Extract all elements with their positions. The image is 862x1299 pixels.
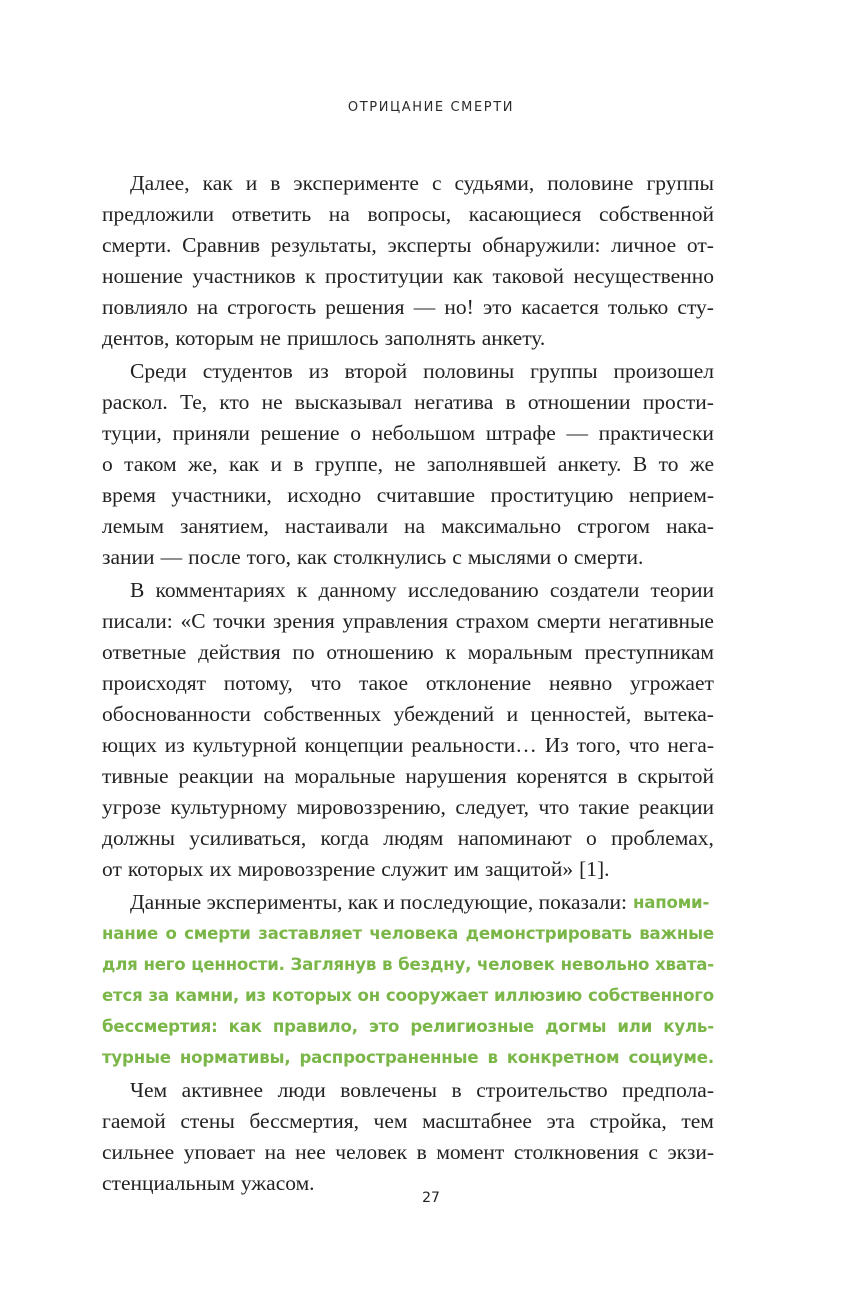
word: обнаружили:	[482, 233, 601, 257]
text-line	[102, 418, 714, 449]
word: того,	[576, 733, 621, 757]
word: когда	[320, 826, 369, 850]
word: социуме.	[628, 1048, 714, 1067]
word: столкновения	[513, 1140, 639, 1164]
word: небольшом	[371, 421, 476, 445]
word: на	[196, 295, 218, 319]
word: в	[293, 452, 304, 476]
text-line	[102, 1075, 714, 1106]
word: о	[557, 545, 568, 569]
word: служит	[381, 857, 448, 881]
word: стены	[180, 1109, 235, 1133]
text-line	[102, 449, 714, 480]
word: ющих	[102, 733, 157, 757]
plain-text-segment: Данные эксперименты, как и последующие, показали:	[130, 890, 627, 914]
word: гаемой	[102, 1109, 166, 1133]
text-line	[102, 730, 714, 761]
word: угрожает	[630, 671, 714, 695]
word: время	[102, 483, 156, 507]
text-line	[102, 292, 714, 323]
main-text	[102, 168, 714, 1199]
word: теории	[650, 578, 714, 602]
word: бессмертия,	[249, 1109, 359, 1133]
word: на	[328, 202, 350, 226]
text-line	[102, 606, 714, 637]
word: по	[292, 640, 315, 664]
word: В	[632, 452, 648, 476]
word: нание	[102, 924, 159, 943]
word: как	[228, 1017, 262, 1036]
word: что	[628, 733, 660, 757]
word: туции,	[102, 421, 162, 445]
word: максимально	[441, 514, 562, 538]
word: нее	[295, 1140, 326, 1164]
word: невольно	[560, 955, 650, 974]
word: масштабнее	[422, 1109, 532, 1133]
word: человека	[369, 924, 459, 943]
word: к	[305, 264, 316, 288]
word: предпола-	[622, 1078, 714, 1102]
word: страхом	[455, 609, 530, 633]
word: коренятся	[516, 764, 608, 788]
word: занятием,	[179, 514, 269, 538]
text-line	[102, 1137, 714, 1168]
word: он	[357, 986, 381, 1005]
word: смерти	[536, 609, 601, 633]
word: строительство	[476, 1078, 608, 1102]
word: преступникам	[584, 640, 714, 664]
word: религиозные	[410, 1017, 535, 1036]
text-line	[102, 230, 714, 261]
word: Заглянув	[290, 955, 377, 974]
word: того,	[246, 545, 291, 569]
word: зании	[102, 545, 155, 569]
word: практически	[598, 421, 714, 445]
word: уповает	[183, 1140, 256, 1164]
word: реакции	[638, 795, 714, 819]
word: дентов,	[102, 326, 170, 350]
word: происходят	[102, 671, 207, 695]
running-header: ОТРИЦАНИЕ СМЕРТИ	[347, 100, 515, 115]
word: убеждений	[393, 702, 495, 726]
text-line	[102, 542, 714, 573]
word: считавшие	[376, 483, 476, 507]
word: пришлось	[286, 326, 379, 350]
word: эксперименте	[293, 171, 419, 195]
word: заставляет	[258, 924, 362, 943]
word: судьями,	[454, 171, 535, 195]
word: анкету.	[557, 452, 622, 476]
word: в	[451, 1078, 462, 1102]
text-line	[102, 1106, 714, 1137]
word: смерти.	[573, 545, 644, 569]
word: после	[188, 545, 241, 569]
word: стенциальным	[102, 1171, 235, 1195]
word: такие	[578, 795, 630, 819]
word: группы	[530, 359, 598, 383]
word: из	[164, 733, 185, 757]
word: чем	[373, 1109, 408, 1133]
word: с	[452, 545, 462, 569]
word: участники,	[171, 483, 272, 507]
word: Далее,	[130, 171, 190, 195]
word: что	[310, 671, 342, 695]
word: высказывал	[294, 390, 402, 414]
word: что	[538, 795, 570, 819]
word: —	[413, 295, 436, 319]
word: мыслями	[467, 545, 552, 569]
text-line	[102, 668, 714, 699]
word: иллюзию	[493, 986, 583, 1005]
word: приняли	[172, 421, 250, 445]
word: столкнулись	[333, 545, 447, 569]
word: личное	[611, 233, 677, 257]
word: важные	[639, 924, 714, 943]
word: в	[382, 955, 393, 974]
word: бездну,	[398, 955, 472, 974]
word: зрения	[273, 609, 335, 633]
word: реакции	[178, 764, 254, 788]
text-line	[102, 823, 714, 854]
word: Среди	[130, 359, 187, 383]
word: прости-	[642, 390, 714, 414]
word: же	[689, 452, 714, 476]
word: раскол.	[102, 390, 168, 414]
word: с	[431, 171, 442, 195]
word: группе,	[314, 452, 383, 476]
word: но!	[444, 295, 474, 319]
word: усиливаться,	[189, 826, 307, 850]
word: результаты,	[270, 233, 377, 257]
text-line	[102, 761, 714, 792]
word: момент	[436, 1140, 505, 1164]
word: о	[350, 421, 361, 445]
word: второй	[344, 359, 408, 383]
text-line	[102, 323, 714, 354]
word: заполнявшей	[426, 452, 547, 476]
text-line	[102, 387, 714, 418]
word: как	[296, 545, 328, 569]
word: неприем-	[628, 483, 714, 507]
word: управления	[342, 609, 449, 633]
word: —	[160, 545, 183, 569]
word: которым	[175, 326, 254, 350]
word: в	[416, 1140, 427, 1164]
word: от-	[686, 233, 714, 257]
word: решения	[325, 295, 405, 319]
highlighted-text-line	[102, 980, 714, 1011]
word: турные	[102, 1048, 171, 1067]
word: угрозе	[102, 795, 162, 819]
word: не	[394, 452, 416, 476]
word: куль-	[663, 1017, 714, 1036]
word: негативные	[608, 609, 714, 633]
word: ется	[102, 986, 143, 1005]
word: действия	[198, 640, 281, 664]
word: реальности…	[411, 733, 537, 757]
word: в	[617, 764, 628, 788]
word: как	[228, 452, 260, 476]
word: неявно	[548, 671, 613, 695]
word: «С	[180, 609, 206, 633]
word: проституцию	[490, 483, 614, 507]
word: ношение	[102, 264, 183, 288]
word: половине	[547, 171, 634, 195]
word: комментариях	[155, 578, 286, 602]
word: Те,	[179, 390, 208, 414]
word: произошел	[613, 359, 714, 383]
word: такое	[358, 671, 409, 695]
word: и	[245, 171, 258, 195]
highlighted-text-segment: напоми-	[632, 893, 710, 912]
highlighted-text-line	[102, 1011, 714, 1042]
word: тивные	[102, 764, 169, 788]
word: штрафе	[485, 421, 556, 445]
word: не	[259, 326, 281, 350]
word: ответить	[231, 202, 312, 226]
word: от	[102, 857, 122, 881]
text-line	[102, 261, 714, 292]
word: лемым	[102, 514, 164, 538]
word: на	[263, 764, 285, 788]
word: же,	[188, 452, 218, 476]
word: бессмертия:	[102, 1017, 218, 1036]
word: экзи-	[667, 1140, 714, 1164]
word: отношении	[527, 390, 631, 414]
word: кто	[219, 390, 250, 414]
word: нега-	[667, 733, 714, 757]
word: группы	[646, 171, 714, 195]
word: как	[202, 171, 233, 195]
word: сильнее	[102, 1140, 175, 1164]
word: это	[368, 1017, 400, 1036]
word: создатели	[549, 578, 640, 602]
word: смерти.	[102, 233, 172, 257]
text-line	[102, 792, 714, 823]
word: мировоззрению,	[296, 795, 446, 819]
word: моральные	[294, 764, 396, 788]
word: сооружает	[385, 986, 489, 1005]
word: напоминают	[457, 826, 572, 850]
word: сту-	[677, 295, 714, 319]
word: обоснованности	[102, 702, 251, 726]
word: Сравнив	[182, 233, 261, 257]
word: мировоззрение	[237, 857, 376, 881]
word: из	[308, 359, 329, 383]
text-line-mixed	[102, 887, 714, 918]
word: ценности.	[191, 955, 285, 974]
word: как	[452, 264, 483, 288]
word: таковой	[492, 264, 565, 288]
word: нарушения	[405, 764, 507, 788]
word: в	[270, 171, 281, 195]
text-line	[102, 199, 714, 230]
word: нормативы,	[179, 1048, 291, 1067]
text-line	[102, 854, 714, 885]
word: которых	[127, 857, 204, 881]
word: повлияло	[102, 295, 188, 319]
word: вытека-	[643, 702, 714, 726]
word: стройка,	[589, 1109, 667, 1133]
word: отклонение	[425, 671, 532, 695]
word: В	[130, 578, 145, 602]
word: культурному	[170, 795, 288, 819]
word: о	[165, 924, 177, 943]
word: исследованию	[407, 578, 539, 602]
word: —	[566, 421, 588, 445]
word: вовлечены	[340, 1078, 437, 1102]
word: [1].	[579, 857, 610, 881]
word: которых	[271, 986, 352, 1005]
text-line	[102, 168, 714, 199]
word: касающиеся	[468, 202, 582, 226]
word: решение	[260, 421, 340, 445]
word: с	[648, 1140, 658, 1164]
word: проблемах,	[611, 826, 714, 850]
text-line	[102, 575, 714, 606]
word: и	[270, 452, 283, 476]
word: активнее	[181, 1078, 264, 1102]
word: не	[261, 390, 283, 414]
word: должны	[102, 826, 175, 850]
word: студентов	[202, 359, 293, 383]
word: скрытой	[637, 764, 714, 788]
word: моральным	[467, 640, 573, 664]
word: отношению	[326, 640, 434, 664]
word: это	[482, 295, 513, 319]
word: ответные	[102, 640, 187, 664]
word: или	[617, 1017, 653, 1036]
word: Из	[544, 733, 569, 757]
text-line	[102, 699, 714, 730]
word: распространенные	[299, 1048, 479, 1067]
word: него	[143, 955, 186, 974]
word: только	[608, 295, 669, 319]
word: Чем	[130, 1078, 168, 1102]
word: данному	[318, 578, 397, 602]
word: строгом	[577, 514, 651, 538]
word: человек	[477, 955, 555, 974]
highlighted-text-line	[102, 949, 714, 980]
word: о	[586, 826, 597, 850]
word: защитой»	[484, 857, 574, 881]
word: нака-	[666, 514, 714, 538]
word: в	[505, 390, 516, 414]
word: касается	[521, 295, 599, 319]
word: о	[102, 452, 113, 476]
word: людям	[383, 826, 444, 850]
word: камни,	[174, 986, 240, 1005]
word: на	[404, 514, 426, 538]
word: на	[264, 1140, 286, 1164]
word: таком	[124, 452, 177, 476]
word: за	[148, 986, 169, 1005]
word: тем	[681, 1109, 714, 1133]
word: и	[506, 702, 519, 726]
word: писали:	[102, 609, 173, 633]
word: проституции	[325, 264, 444, 288]
word: их	[209, 857, 232, 881]
word: следует,	[455, 795, 530, 819]
word: собственных	[263, 702, 382, 726]
text-line	[102, 511, 714, 542]
word: заполнять	[384, 326, 476, 350]
word: конкретном	[506, 1048, 620, 1067]
word: ценностей,	[530, 702, 632, 726]
word: для	[102, 955, 138, 974]
word: половины	[423, 359, 515, 383]
text-line	[102, 637, 714, 668]
word: настаивали	[284, 514, 388, 538]
word: эксперты	[387, 233, 472, 257]
word: демонстрировать	[465, 924, 632, 943]
word: человек	[335, 1140, 408, 1164]
word: строгость	[227, 295, 317, 319]
text-line	[102, 480, 714, 511]
page-number: 27	[422, 1190, 440, 1206]
word: смерти	[184, 924, 251, 943]
word: предложили	[102, 202, 214, 226]
word: точки	[213, 609, 266, 633]
word: к	[296, 578, 308, 602]
word: исходно	[287, 483, 362, 507]
word: им	[453, 857, 479, 881]
word: в	[487, 1048, 498, 1067]
word: вопросы,	[367, 202, 452, 226]
word: негатива	[414, 390, 494, 414]
word: догмы	[545, 1017, 607, 1036]
word: собственной	[598, 202, 714, 226]
word: то	[658, 452, 679, 476]
word: к	[445, 640, 456, 664]
word: участников	[192, 264, 296, 288]
word: анкету.	[481, 326, 546, 350]
text-line	[102, 356, 714, 387]
word: собственного	[587, 986, 714, 1005]
word: потому,	[223, 671, 293, 695]
word: люди	[277, 1078, 326, 1102]
highlighted-text-line	[102, 1042, 714, 1073]
word: несущественно	[573, 264, 714, 288]
word: правило,	[272, 1017, 358, 1036]
word: культурной	[192, 733, 297, 757]
word: из	[244, 986, 266, 1005]
word: концепции	[304, 733, 404, 757]
word: хвата-	[655, 955, 714, 974]
highlighted-text-line	[102, 918, 714, 949]
word: эта	[546, 1109, 575, 1133]
word: ужасом.	[240, 1171, 315, 1195]
